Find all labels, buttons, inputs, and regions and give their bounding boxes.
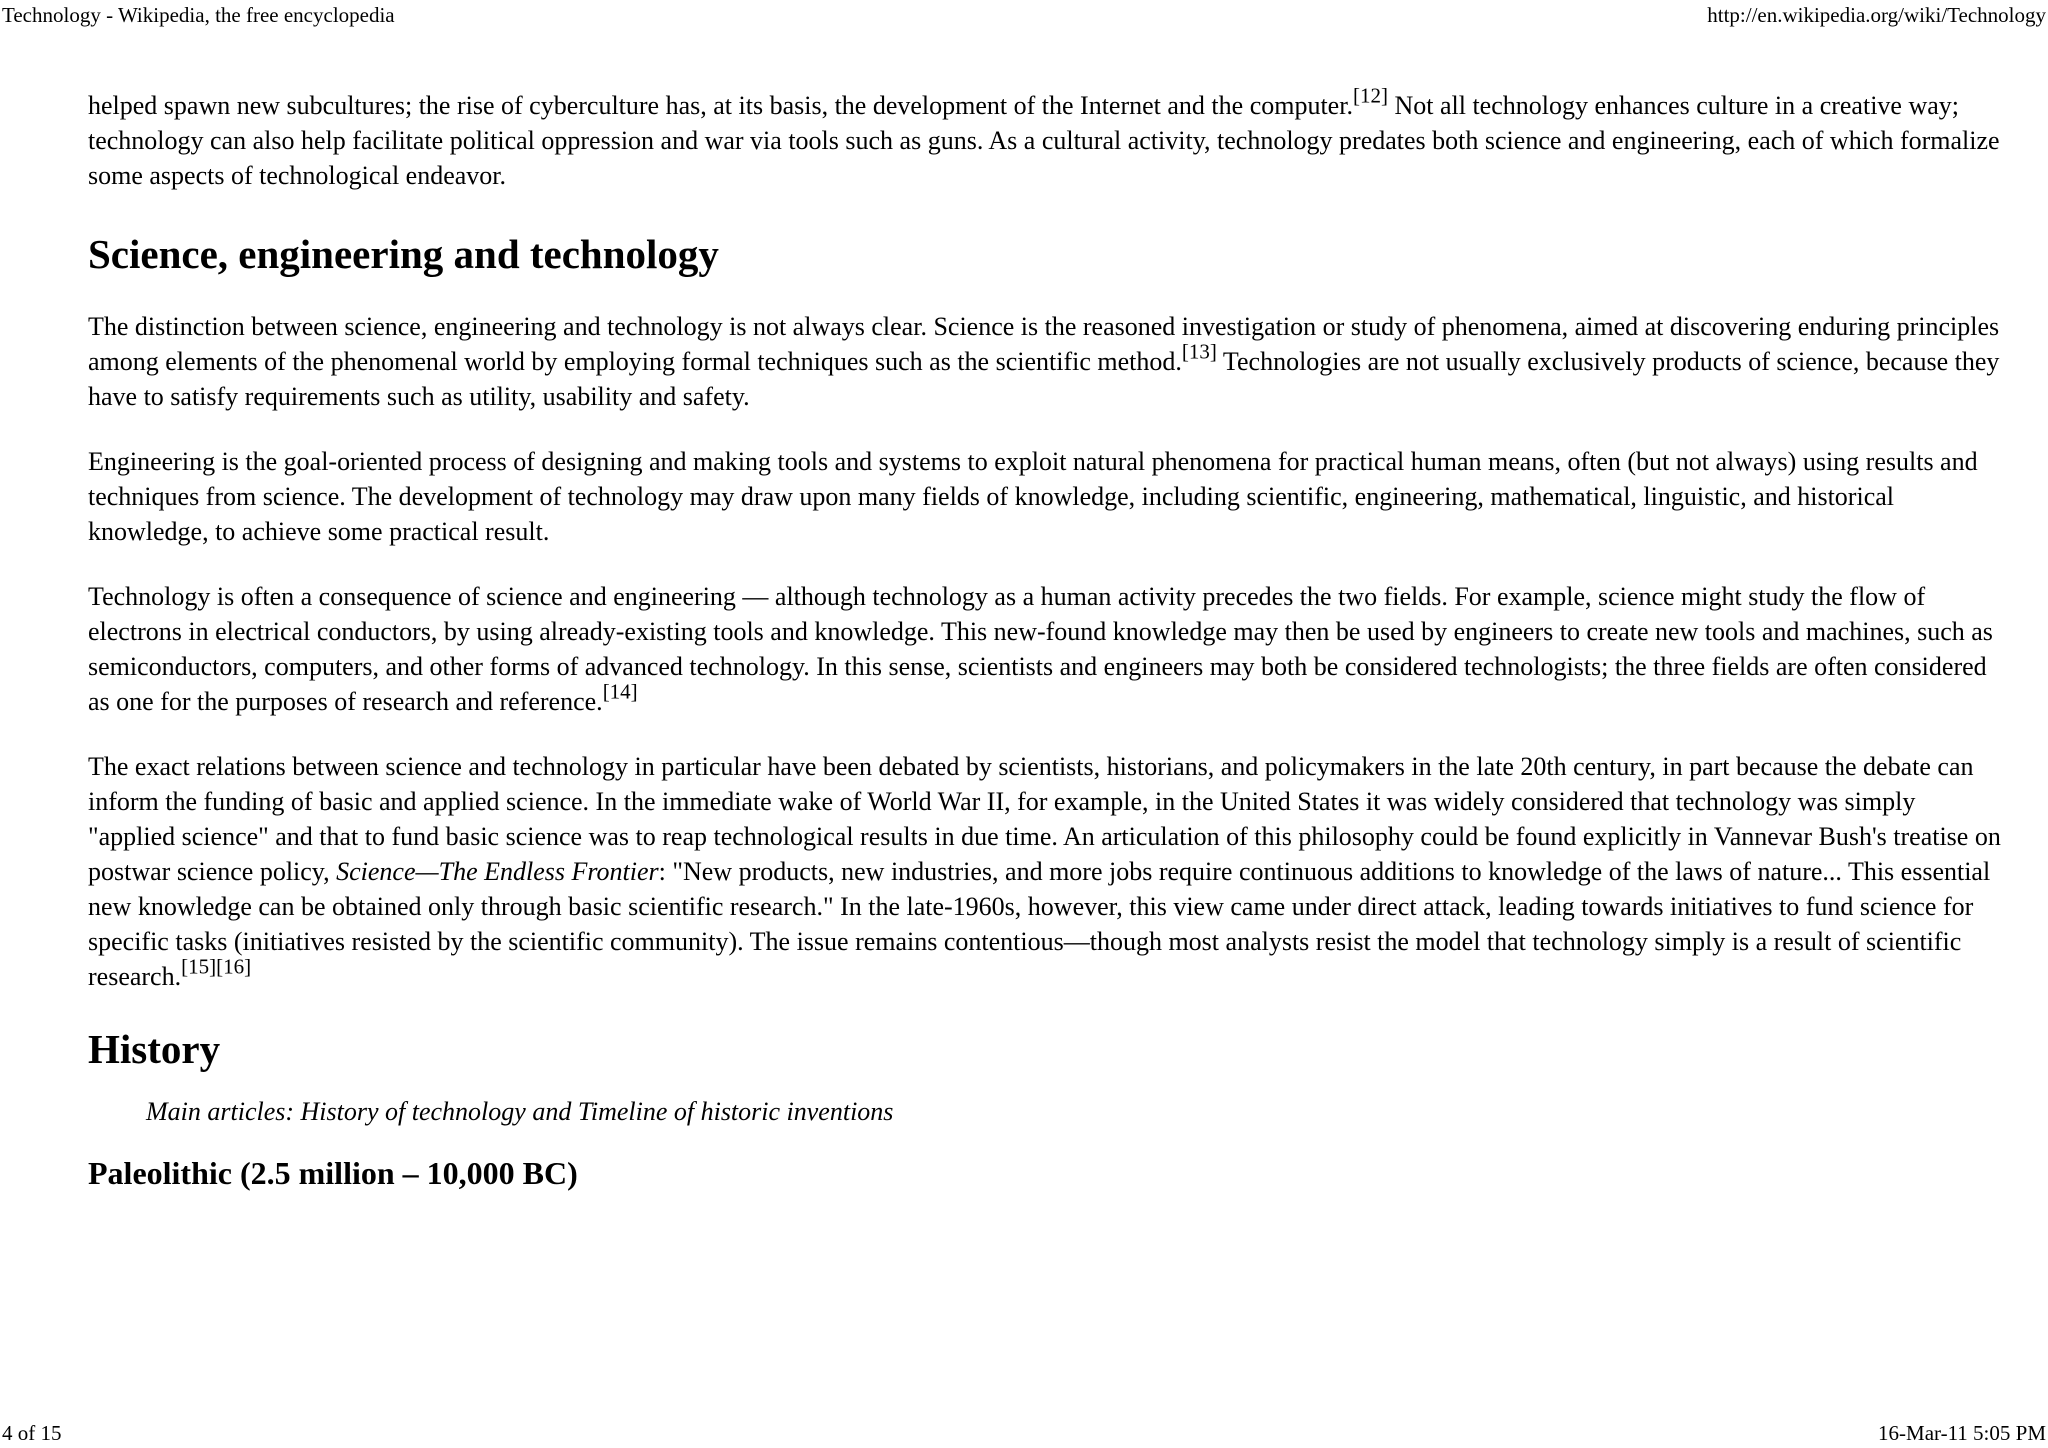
intro-paragraph (88, 83, 2008, 193)
paragraph-text: helped spawn new subcultures; the rise of cyberculture has, at its basis, the development of the Internet and the computer. (88, 91, 1353, 120)
subsection-heading: Paleolithic (2.5 million – 10,000 BC) (88, 1155, 578, 1191)
page-title: Technology - Wikipedia, the free encyclopedia (2, 3, 395, 27)
section-heading: Science, engineering and technology (88, 231, 719, 277)
paragraph-text: Not all technology enhances culture in a creative way; technology can also help facilitate political oppression and war via tools such as guns. As a cultural activity, technology predates both science and engineering, each of which formalize some aspects of technological endeavor. (88, 91, 2000, 190)
print-footer (0, 1418, 2048, 1448)
citation-ref[interactable]: [12] (1352, 83, 1388, 108)
print-timestamp: 16-Mar-11 5:05 PM (1878, 1421, 2046, 1445)
paragraph-text: Technologies are not usually exclusively products of science, because they have to satisfy requirements such as utility, usability and safety. (88, 347, 2000, 411)
paragraph-text: Technology is often a consequence of science and engineering — although technology as a human activity precedes the two fields. For example, science might study the flow of electrons in electrical conductors, by using already-existing tools and knowledge. This new-found knowledge may then be used by engineers to create new tools and machines, such as semiconductors, computers, and other forms of advanced technology. In this sense, scientists and engineers may both be considered technologists; the three fields are often considered as one for the purposes of research and reference. (88, 582, 1993, 716)
print-header (0, 0, 2048, 30)
paragraph-text: : "New products, new industries, and more jobs require continuous additions to knowledge of the laws of nature... This essential new knowledge can be obtained only through basic scientific research." In the late-1960s, however, this view came under direct attack, leading towards initiatives to fund science for specific tasks (initiatives resisted by the scientific community). The issue remains contentious—though most analysts resist the model that technology simply is a result of scientific research. (88, 857, 1991, 991)
page-url: http://en.wikipedia.org/wiki/Technology (1707, 3, 2046, 27)
paragraph (88, 749, 2008, 994)
citation-ref[interactable]: [13] (1181, 339, 1217, 364)
cited-work-title: Science—The Endless Frontier (336, 857, 659, 886)
citation-ref[interactable]: [15][16] (181, 954, 252, 979)
paragraph-text: The distinction between science, engineering and technology is not always clear. Science is the reasoned investigation or study of phenomena, aimed at discovering enduring principles among elements of the phenomenal world by employing formal techniques such as the scientific method. (88, 312, 2000, 376)
paragraph (88, 309, 2008, 414)
citation-ref[interactable]: [14] (602, 679, 638, 704)
paragraph (88, 579, 2008, 719)
hatnote[interactable]: Main articles: History of technology and Timeline of historic inventions (146, 1097, 894, 1126)
section-heading-history: History (88, 1026, 221, 1072)
article-body (88, 83, 2008, 1193)
paragraph-text: The exact relations between science and technology in particular have been debated by scientists, historians, and policymakers in the late 20th century, in part because the debate can inform the funding of basic and applied science. In the immediate wake of World War II, for example, in the United States it was widely considered that technology was simply "applied science" and that to fund basic science was to reap technological results in due time. An articulation of this philosophy could be found explicitly in Vannevar Bush's treatise on postwar science policy, (88, 752, 2001, 886)
paragraph: Engineering is the goal-oriented process of designing and making tools and systems to exploit natural phenomena for practical human means, often (but not always) using results and techniques from science. The development of technology may draw upon many fields of knowledge, including scientific, engineering, mathematical, linguistic, and historical knowledge, to achieve some practical result. (88, 447, 1978, 546)
page-count: 4 of 15 (2, 1421, 62, 1445)
